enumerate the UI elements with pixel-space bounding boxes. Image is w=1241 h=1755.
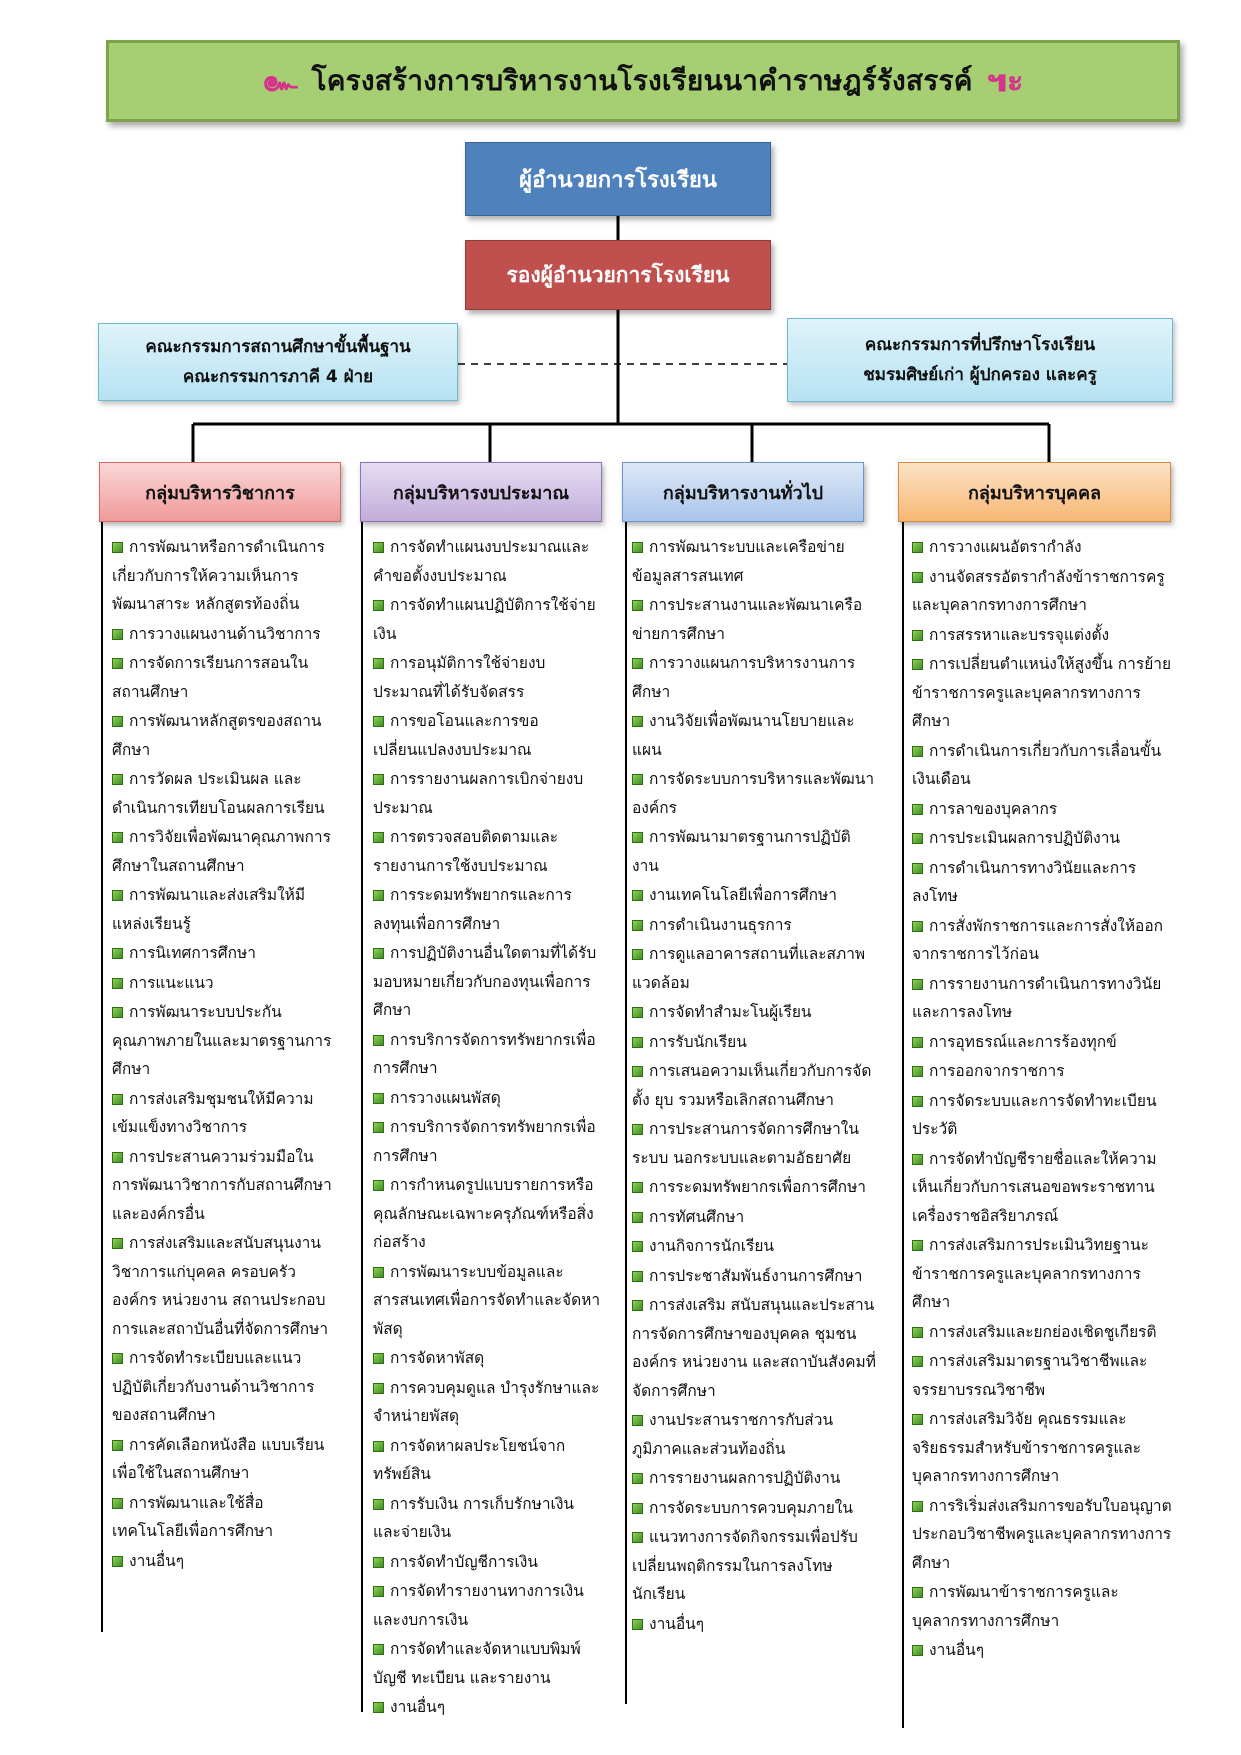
list-item xyxy=(373,1171,601,1257)
list-item xyxy=(373,1577,601,1634)
list-item-text: การทัศนศึกษา xyxy=(649,1207,745,1226)
school-board-line-1: คณะกรรมการสถานศึกษาขั้นพื้นฐาน xyxy=(145,337,411,357)
list-item-text: การสั่งพักราชการและการสั่งให้ออกจากราชการไว้ก่อน xyxy=(912,916,1164,963)
list-item xyxy=(632,1464,877,1493)
ornament-right-icon: ๚ะ xyxy=(986,63,1024,99)
green-square-bullet-icon xyxy=(912,979,923,990)
list-item xyxy=(112,1489,334,1546)
list-item xyxy=(632,823,877,880)
list-item xyxy=(373,649,601,706)
list-item xyxy=(632,649,877,706)
green-square-bullet-icon xyxy=(112,1556,123,1567)
list-item-text: การริเริ่มส่งเสริมการขอรับใบอนุญาตประกอบวิชาชีพครูและบุคลากรทางการศึกษา xyxy=(912,1496,1172,1572)
green-square-bullet-icon xyxy=(912,804,923,815)
list-item xyxy=(112,881,334,938)
green-square-bullet-icon xyxy=(632,1007,643,1018)
green-square-bullet-icon xyxy=(373,1180,384,1191)
list-item-text: การเปลี่ยนตำแหน่งให้สูงขึ้น การย้ายข้าราชการครูและบุคลากรทางการศึกษา xyxy=(912,655,1172,730)
green-square-bullet-icon xyxy=(632,949,643,960)
green-square-bullet-icon xyxy=(373,542,384,553)
green-square-bullet-icon xyxy=(632,832,643,843)
list-item-text: การรับเงิน การเก็บรักษาเงินและจ่ายเงิน xyxy=(373,1494,574,1541)
list-item-text: การประชาสัมพันธ์งานการศึกษา xyxy=(649,1266,863,1285)
green-square-bullet-icon xyxy=(373,1586,384,1597)
list-item xyxy=(373,1084,601,1113)
list-item-text: การพัฒนาระบบประกันคุณภาพภายในและมาตรฐานการศึกษา xyxy=(112,1003,332,1078)
green-square-bullet-icon xyxy=(373,1035,384,1046)
list-item-text: การคัดเลือกหนังสือ แบบเรียนเพื่อใช้ในสถานศึกษา xyxy=(112,1435,325,1482)
list-item xyxy=(373,591,601,648)
list-item-text: การตรวจสอบติดตามและรายงานการใช้งบประมาณ xyxy=(373,828,559,875)
green-square-bullet-icon xyxy=(373,832,384,843)
green-square-bullet-icon xyxy=(112,1007,123,1018)
list-item-text: การจัดการเรียนการสอนในสถานศึกษา xyxy=(112,654,309,701)
green-square-bullet-icon xyxy=(373,1353,384,1364)
list-item xyxy=(373,823,601,880)
list-item xyxy=(912,1087,1174,1144)
list-item-text: การจัดหาผลประโยชน์จากทรัพย์สิน xyxy=(373,1436,566,1483)
list-item-text: การประเมินผลการปฏิบัติงาน xyxy=(929,829,1121,847)
list-item-text: การส่งเสริมวิจัย คุณธรรมและจริยธรรมสำหรับข้าราชการครูและบุคลากรทางการศึกษา xyxy=(912,1410,1142,1485)
green-square-bullet-icon xyxy=(912,863,923,874)
list-item xyxy=(912,1231,1174,1317)
list-item xyxy=(112,1085,334,1142)
list-item xyxy=(632,1173,877,1202)
list-item xyxy=(373,1374,601,1431)
list-item-text: งานอื่นๆ xyxy=(929,1641,985,1659)
list-item xyxy=(373,1344,601,1373)
list-item xyxy=(632,591,877,648)
green-square-bullet-icon xyxy=(373,1441,384,1452)
green-square-bullet-icon xyxy=(373,774,384,785)
green-square-bullet-icon xyxy=(112,1152,123,1163)
list-item-text: การพัฒนาหรือการดำเนินการเกี่ยวกับการให้ความเห็นการพัฒนาสาระ หลักสูตรท้องถิ่น xyxy=(112,538,325,613)
group-budget-header: กลุ่มบริหารงบประมาณ xyxy=(360,462,602,522)
list-item xyxy=(912,563,1174,620)
list-item xyxy=(912,533,1174,562)
list-item xyxy=(632,1203,877,1232)
list-item xyxy=(912,912,1174,969)
green-square-bullet-icon xyxy=(373,1557,384,1568)
list-item-text: การควบคุมดูแล บำรุงรักษาและจำหน่ายพัสดุ xyxy=(373,1378,600,1425)
group-personnel-header: กลุ่มบริหารบุคคล xyxy=(898,462,1171,522)
list-item-text: งานอื่นๆ xyxy=(129,1551,185,1570)
list-item-text: การจัดทำสำมะโนผู้เรียน xyxy=(649,1003,812,1021)
group-academic-header: กลุ่มบริหารวิชาการ xyxy=(99,462,341,522)
group-general-list xyxy=(632,533,877,1639)
list-item-text: การส่งเสริมมาตรฐานวิชาชีพและจรรยาบรรณวิชาชีพ xyxy=(912,1352,1148,1399)
green-square-bullet-icon xyxy=(632,774,643,785)
school-board-box xyxy=(98,323,458,401)
list-item-text: การประสานการจัดการศึกษาในระบบ นอกระบบและตามอัธยาศัย xyxy=(632,1120,859,1167)
list-item-text: การรายงานผลการเบิกจ่ายงบประมาณ xyxy=(373,770,584,817)
list-item xyxy=(912,1028,1174,1057)
green-square-bullet-icon xyxy=(632,1415,643,1426)
list-item-text: งานกิจการนักเรียน xyxy=(649,1237,775,1255)
list-item-text: การจัดทำรายงานทางการเงินและงบการเงิน xyxy=(373,1582,584,1629)
green-square-bullet-icon xyxy=(373,600,384,611)
green-square-bullet-icon xyxy=(112,658,123,669)
green-square-bullet-icon xyxy=(912,1240,923,1251)
list-item-text: การพัฒนาและใช้สื่อเทคโนโลยีเพื่อการศึกษา xyxy=(112,1493,274,1540)
list-item-text: การวางแผนการบริหารงานการศึกษา xyxy=(632,654,856,701)
list-item-text: การระดมทรัพยากรและการลงทุนเพื่อการศึกษา xyxy=(373,886,572,933)
list-item xyxy=(912,1057,1174,1086)
list-item xyxy=(373,1548,601,1577)
green-square-bullet-icon xyxy=(912,1414,923,1425)
list-item xyxy=(112,823,334,880)
list-item xyxy=(912,1347,1174,1404)
list-item-text: การออกจากราชการ xyxy=(929,1062,1065,1080)
list-item-text: การจัดทำบัญชีการเงิน xyxy=(390,1552,538,1571)
list-item xyxy=(112,998,334,1084)
green-square-bullet-icon xyxy=(373,1499,384,1510)
deputy-director-box: รองผู้อำนวยการโรงเรียน xyxy=(465,240,771,310)
list-item-text: การบริการจัดการทรัพยากรเพื่อการศึกษา xyxy=(373,1118,596,1165)
green-square-bullet-icon xyxy=(373,948,384,959)
list-item xyxy=(112,1431,334,1488)
green-square-bullet-icon xyxy=(632,1619,643,1630)
advisory-board-line-1: คณะกรรมการที่ปรึกษาโรงเรียน xyxy=(864,335,1096,355)
group-general-header: กลุ่มบริหารงานทั่วไป xyxy=(622,462,864,522)
list-item-text: การลาของบุคลากร xyxy=(929,799,1058,818)
list-item xyxy=(112,939,334,968)
green-square-bullet-icon xyxy=(632,1241,643,1252)
green-square-bullet-icon xyxy=(632,1182,643,1193)
list-item-text: การส่งเสริมการประเมินวิทยฐานะข้าราชการครูและบุคลากรทางการศึกษา xyxy=(912,1236,1149,1311)
green-square-bullet-icon xyxy=(632,1212,643,1223)
green-square-bullet-icon xyxy=(632,1473,643,1484)
green-square-bullet-icon xyxy=(112,1440,123,1451)
list-item xyxy=(912,1578,1174,1635)
list-item-text: การวิจัยเพื่อพัฒนาคุณภาพการศึกษาในสถานศึกษา xyxy=(112,828,331,875)
advisory-board-box xyxy=(787,318,1173,402)
green-square-bullet-icon xyxy=(373,1093,384,1104)
list-item-text: การพัฒนามาตรฐานการปฏิบัติงาน xyxy=(632,828,851,875)
green-square-bullet-icon xyxy=(912,542,923,553)
list-item-text: การขอโอนและการขอเปลี่ยนแปลงงบประมาณ xyxy=(373,712,539,759)
green-square-bullet-icon xyxy=(912,1037,923,1048)
green-square-bullet-icon xyxy=(632,1300,643,1311)
list-item xyxy=(373,1490,601,1547)
list-item xyxy=(912,1492,1174,1578)
list-item-text: การเสนอความเห็นเกี่ยวกับการจัดตั้ง ยุบ รวมหรือเลิกสถานศึกษา xyxy=(632,1062,872,1109)
list-item xyxy=(632,1406,877,1463)
list-item xyxy=(912,1636,1174,1665)
list-item-text: การอุทธรณ์และการร้องทุกข์ xyxy=(929,1032,1117,1051)
green-square-bullet-icon xyxy=(373,1702,384,1713)
green-square-bullet-icon xyxy=(912,659,923,670)
list-item xyxy=(112,1143,334,1229)
green-square-bullet-icon xyxy=(112,832,123,843)
list-item-text: การจัดระบบการควบคุมภายใน xyxy=(649,1498,853,1517)
green-square-bullet-icon xyxy=(112,1238,123,1249)
list-item xyxy=(632,940,877,997)
list-item-text: การจัดทำและจัดหาแบบพิมพ์บัญชี ทะเบียน และรายงาน xyxy=(373,1640,581,1687)
list-item-text: การพัฒนาระบบและเครือข่ายข้อมูลสารสนเทศ xyxy=(632,538,845,585)
green-square-bullet-icon xyxy=(912,1501,923,1512)
green-square-bullet-icon xyxy=(112,716,123,727)
list-item xyxy=(112,533,334,619)
list-item xyxy=(912,970,1174,1027)
green-square-bullet-icon xyxy=(912,921,923,932)
list-item-text: งานวิจัยเพื่อพัฒนานโยบายและแผน xyxy=(632,712,855,759)
list-item-text: การรายงานการดำเนินการทางวินัยและการลงโทษ xyxy=(912,974,1162,1021)
list-item-text: การจัดระบบการบริหารและพัฒนาองค์กร xyxy=(632,770,875,817)
list-item xyxy=(912,1318,1174,1347)
list-item xyxy=(632,1232,877,1261)
list-item-text: การจัดทำแผนปฏิบัติการใช้จ่ายเงิน xyxy=(373,596,596,643)
list-item-text: การจัดหาพัสดุ xyxy=(390,1349,485,1367)
list-item-text: การปฏิบัติงานอื่นใดตามที่ได้รับมอบหมายเกี่ยวกับกองทุนเพื่อการศึกษา xyxy=(373,944,597,1019)
list-item xyxy=(112,1344,334,1430)
green-square-bullet-icon xyxy=(632,1271,643,1282)
list-item-text: การพัฒนาระบบข้อมูลและสารสนเทศเพื่อการจัดทำและจัดหาพัสดุ xyxy=(373,1262,601,1338)
director-box: ผู้อำนวยการโรงเรียน xyxy=(465,142,771,216)
green-square-bullet-icon xyxy=(632,542,643,553)
list-item xyxy=(632,1028,877,1057)
list-item xyxy=(632,998,877,1027)
green-square-bullet-icon xyxy=(912,572,923,583)
list-item-text: การจัดทำบัญชีรายชื่อและให้ความเห็นเกี่ยวกับการเสนอขอพระราชทานเครื่องราชอิสริยาภรณ์ xyxy=(912,1149,1157,1225)
list-item xyxy=(632,1115,877,1172)
green-square-bullet-icon xyxy=(632,600,643,611)
list-item xyxy=(112,969,334,998)
green-square-bullet-icon xyxy=(912,746,923,757)
list-item xyxy=(112,707,334,764)
green-square-bullet-icon xyxy=(912,1327,923,1338)
list-item-text: การบริการจัดการทรัพยากรเพื่อการศึกษา xyxy=(373,1030,596,1077)
list-item-text: การระดมทรัพยากรเพื่อการศึกษา xyxy=(649,1178,866,1196)
list-item xyxy=(112,1547,334,1576)
list-item-text: การนิเทศการศึกษา xyxy=(129,944,256,962)
list-item-text: การวางแผนอัตรากำลัง xyxy=(929,538,1082,556)
list-item xyxy=(912,824,1174,853)
list-item xyxy=(632,911,877,940)
green-square-bullet-icon xyxy=(912,1356,923,1367)
list-item xyxy=(912,621,1174,650)
list-item xyxy=(912,650,1174,736)
list-item xyxy=(632,1494,877,1523)
group-academic-list xyxy=(112,533,334,1576)
green-square-bullet-icon xyxy=(632,1124,643,1135)
list-item xyxy=(373,939,601,1025)
list-item-text: การส่งเสริม สนับสนุนและประสานการจัดการศึกษาของบุคคล ชุมชน องค์กร หน่วยงาน และสถาบันสังคมที่จัดการศึกษา xyxy=(632,1296,876,1400)
list-item-text: งานจัดสรรอัตรากำลังข้าราชการครูและบุคลากรทางการศึกษา xyxy=(912,567,1165,614)
list-item-text: การประสานความร่วมมือในการพัฒนาวิชาการกับสถานศึกษาและองค์กรอื่น xyxy=(112,1147,332,1223)
green-square-bullet-icon xyxy=(632,1066,643,1077)
list-item xyxy=(632,533,877,590)
green-square-bullet-icon xyxy=(912,1096,923,1107)
list-item xyxy=(373,1693,601,1722)
green-square-bullet-icon xyxy=(373,890,384,901)
list-item xyxy=(373,1026,601,1083)
green-square-bullet-icon xyxy=(632,920,643,931)
list-item xyxy=(912,795,1174,824)
list-item xyxy=(373,765,601,822)
list-item-text: การพัฒนาข้าราชการครูและบุคลากรทางการศึกษา xyxy=(912,1583,1119,1630)
group-budget-list xyxy=(373,533,601,1723)
list-item xyxy=(373,1113,601,1170)
green-square-bullet-icon xyxy=(632,716,643,727)
green-square-bullet-icon xyxy=(373,1383,384,1394)
page-title: โครงสร้างการบริหารงานโรงเรียนนาคำราษฎร์รังสรรค์ xyxy=(311,64,973,97)
list-item-text: การอนุมัติการใช้จ่ายงบประมาณที่ได้รับจัดสรร xyxy=(373,654,546,701)
list-item xyxy=(632,1610,877,1639)
green-square-bullet-icon xyxy=(912,630,923,641)
list-item-text: การกำหนดรูปแบบรายการหรือคุณลักษณะเฉพาะครุภัณฑ์หรือสิ่งก่อสร้าง xyxy=(373,1176,594,1251)
advisory-board-line-2: ชมรมศิษย์เก่า ผู้ปกครอง และครู xyxy=(863,365,1097,385)
list-item xyxy=(112,649,334,706)
list-item xyxy=(112,620,334,649)
school-board-line-2: คณะกรรมการภาคี 4 ฝ่าย xyxy=(182,367,374,387)
green-square-bullet-icon xyxy=(373,1644,384,1655)
list-item-text: การแนะแนว xyxy=(129,973,214,992)
list-item xyxy=(632,707,877,764)
green-square-bullet-icon xyxy=(632,1532,643,1543)
list-item-text: การดูแลอาคารสถานที่และสภาพแวดล้อม xyxy=(632,945,866,992)
list-item xyxy=(632,1523,877,1609)
green-square-bullet-icon xyxy=(632,890,643,901)
list-item xyxy=(912,854,1174,911)
green-square-bullet-icon xyxy=(112,774,123,785)
list-item-text: การส่งเสริมชุมชนให้มีความเข้มแข็งทางวิชาการ xyxy=(112,1089,314,1136)
green-square-bullet-icon xyxy=(112,542,123,553)
list-item xyxy=(112,1229,334,1343)
list-item-text: งานอื่นๆ xyxy=(649,1614,705,1633)
green-square-bullet-icon xyxy=(373,1122,384,1133)
green-square-bullet-icon xyxy=(373,658,384,669)
green-square-bullet-icon xyxy=(912,1066,923,1077)
green-square-bullet-icon xyxy=(632,1037,643,1048)
green-square-bullet-icon xyxy=(632,658,643,669)
list-item-text: การส่งเสริมและยกย่องเชิดชูเกียรติ xyxy=(929,1322,1157,1341)
list-item-text: การจัดทำระเบียบและแนวปฏิบัติเกี่ยวกับงานด้านวิชาการของสถานศึกษา xyxy=(112,1349,315,1424)
list-item-text: การวัดผล ประเมินผล และดำเนินการเทียบโอนผลการเรียน xyxy=(112,770,325,817)
list-item-text: การรายงานผลการปฏิบัติงาน xyxy=(649,1469,841,1487)
list-item xyxy=(373,533,601,590)
list-item-text: การประสานงานและพัฒนาเครือข่ายการศึกษา xyxy=(632,596,863,643)
list-item-text: แนวทางการจัดกิจกรรมเพื่อปรับเปลี่ยนพฤติกรรมในการลงโทษนักเรียน xyxy=(632,1528,858,1603)
list-item-text: การดำเนินการเกี่ยวกับการเลื่อนขั้นเงินเดือน xyxy=(912,741,1162,788)
list-item-text: การดำเนินงานธุรการ xyxy=(649,915,792,934)
green-square-bullet-icon xyxy=(112,890,123,901)
list-item-text: การสรรหาและบรรจุแต่งตั้ง xyxy=(929,625,1110,644)
list-item-text: การจัดทำแผนงบประมาณและคำขอตั้งงบประมาณ xyxy=(373,538,590,585)
list-item-text: การพัฒนาหลักสูตรของสถานศึกษา xyxy=(112,712,322,759)
green-square-bullet-icon xyxy=(112,948,123,959)
green-square-bullet-icon xyxy=(112,1353,123,1364)
list-item xyxy=(912,1405,1174,1491)
green-square-bullet-icon xyxy=(373,1267,384,1278)
list-item-text: การส่งเสริมและสนับสนุนงานวิชาการแก่บุคคล ครอบครัว องค์กร หน่วยงาน สถานประกอบการและสถาบันอื่นที่จัดการศึกษา xyxy=(112,1234,329,1338)
list-item xyxy=(632,1262,877,1291)
list-item xyxy=(912,1145,1174,1231)
green-square-bullet-icon xyxy=(112,1498,123,1509)
green-square-bullet-icon xyxy=(112,1094,123,1105)
list-item xyxy=(373,1635,601,1692)
list-item xyxy=(373,1258,601,1344)
list-item-text: งานอื่นๆ xyxy=(390,1698,446,1716)
green-square-bullet-icon xyxy=(912,1154,923,1165)
group-personnel-list xyxy=(912,533,1174,1666)
green-square-bullet-icon xyxy=(912,1587,923,1598)
list-item xyxy=(373,707,601,764)
green-square-bullet-icon xyxy=(632,1503,643,1514)
list-item xyxy=(632,1057,877,1114)
list-item-text: งานประสานราชการกับส่วนภูมิภาคและส่วนท้องถิ่น xyxy=(632,1411,834,1458)
list-item-text: การรับนักเรียน xyxy=(649,1032,747,1051)
list-item-text: งานเทคโนโลยีเพื่อการศึกษา xyxy=(649,886,837,904)
green-square-bullet-icon xyxy=(373,716,384,727)
list-item xyxy=(632,765,877,822)
list-item xyxy=(912,737,1174,794)
green-square-bullet-icon xyxy=(112,978,123,989)
list-item xyxy=(632,1291,877,1405)
list-item xyxy=(112,765,334,822)
green-square-bullet-icon xyxy=(912,1645,923,1656)
list-item-text: การพัฒนาและส่งเสริมให้มีแหล่งเรียนรู้ xyxy=(112,886,306,933)
list-item-text: การจัดระบบและการจัดทำทะเบียนประวัติ xyxy=(912,1091,1157,1138)
list-item xyxy=(632,881,877,910)
list-item-text: การวางแผนงานด้านวิชาการ xyxy=(129,624,321,643)
green-square-bullet-icon xyxy=(912,833,923,844)
list-item-text: การดำเนินการทางวินัยและการลงโทษ xyxy=(912,858,1137,905)
list-item xyxy=(373,881,601,938)
ornament-left-icon: ๛ xyxy=(262,63,298,99)
list-item xyxy=(373,1432,601,1489)
list-item-text: การวางแผนพัสดุ xyxy=(390,1088,501,1107)
green-square-bullet-icon xyxy=(112,629,123,640)
